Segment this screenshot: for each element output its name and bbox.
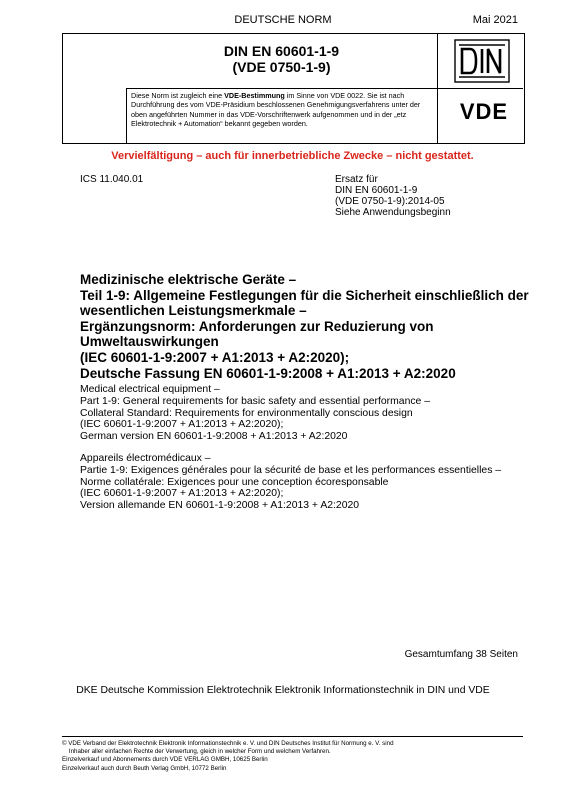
title-en-line: Medical electrical equipment – (80, 384, 220, 395)
frame-divider-left (126, 88, 127, 143)
title-de-line: Medizinische elektrische Geräte – (80, 272, 297, 287)
total-pages: Gesamtumfang 38 Seiten (404, 649, 518, 660)
title-french (80, 453, 540, 512)
title-en-line: Part 1-9: General requirements for basic safety and essential performance – (80, 395, 430, 407)
frame-divider-horizontal (126, 88, 523, 89)
title-fr-line: Partie 1-9: Exigences générales pour la sécurité de base et les performances essentielles – (80, 464, 502, 476)
ics-code: ICS 11.040.01 (80, 174, 144, 185)
title-de-line: Teil 1-9: Allgemeine Festlegungen für die Sicherheit einschließlich der (80, 287, 529, 303)
footer-line: Inhaber aller einfachen Rechte der Verwertung, gleich in welcher Form und welchem Verfahren. (62, 748, 331, 756)
replacement-line: DIN EN 60601-1-9 (335, 185, 418, 196)
title-de-line: (IEC 60601-1-9:2007 + A1:2013 + A2:2020); (80, 349, 350, 365)
replacement-line: Ersatz für (335, 174, 378, 185)
replacement-info (335, 174, 451, 218)
title-english (80, 384, 540, 443)
vde-logo: VDE (459, 99, 509, 124)
footer-line: Einzelverkauf und Abonnements durch VDE VERLAG GMBH, 10625 Berlin (62, 756, 268, 764)
copyright-footer (62, 740, 532, 773)
vde-classification: (VDE 0750-1-9) (232, 59, 331, 75)
publication-date: Mai 2021 (472, 14, 518, 26)
copy-warning: Vervielfältigung – auch für innerbetriebliche Zwecke – nicht gestattet. (111, 150, 474, 162)
din-logo-icon (454, 39, 510, 83)
vde-note (131, 91, 433, 129)
title-de-line: Umweltauswirkungen (80, 334, 219, 350)
title-fr-line: Norme collatérale: Exigences pour une conception écoresponsable (80, 476, 389, 488)
vde-note-bold: VDE-Bestimmung (224, 91, 285, 100)
vde-note-text-2: im Sinne von VDE 0022. Sie ist nach Durchführung des vom VDE-Präsidium beschlossenen Genehmigungsverfahrens unter der oben angeführten Nummer in das VDE-Vorschriftenwerk aufgenommen und in der „etz Elektrotechnik + Automation“ bekannt gegeben worden. (131, 91, 421, 129)
title-fr-line: Version allemande EN 60601-1-9:2008 + A1:2013 + A2:2020 (80, 500, 360, 512)
dke-publisher: DKE Deutsche Kommission Elektrotechnik Elektronik Informationstechnik in DIN und VDE (76, 685, 490, 696)
title-en-line: Collateral Standard: Requirements for environmentally conscious design (80, 407, 413, 419)
footer-line: Einzelverkauf auch durch Beuth Verlag GmbH, 10772 Berlin (62, 764, 227, 772)
footer-line: © VDE Verband der Elektrotechnik Elektronik Informationstechnik e. V. und DIN Deutsches Institut für Normung e. V. sind (62, 740, 394, 747)
title-fr-line: (IEC 60601-1-9:2007 + A1:2013 + A2:2020); (80, 488, 284, 500)
standard-number: DIN EN 60601-1-9 (223, 43, 340, 59)
vde-note-text-1: Diese Norm ist zugleich eine (131, 91, 225, 100)
title-german (80, 272, 540, 381)
title-de-line: Ergänzungsnorm: Anforderungen zur Reduzierung von (80, 318, 434, 334)
title-de-line: Deutsche Fassung EN 60601-1-9:2008 + A1:2013 + A2:2020 (80, 365, 456, 381)
document-type-label: DEUTSCHE NORM (234, 14, 332, 26)
title-en-line: German version EN 60601-1-9:2008 + A1:2013 + A2:2020 (80, 431, 348, 443)
title-fr-line: Appareils électromédicaux – (80, 453, 211, 464)
footer-divider (62, 736, 523, 737)
standard-number-box (126, 33, 437, 75)
title-en-line: (IEC 60601-1-9:2007 + A1:2013 + A2:2020); (80, 419, 284, 431)
replacement-line: (VDE 0750-1-9):2014-05 (335, 196, 445, 207)
replacement-line: Siehe Anwendungsbeginn (335, 207, 451, 218)
title-de-line: wesentlichen Leistungsmerkmale – (80, 303, 307, 319)
